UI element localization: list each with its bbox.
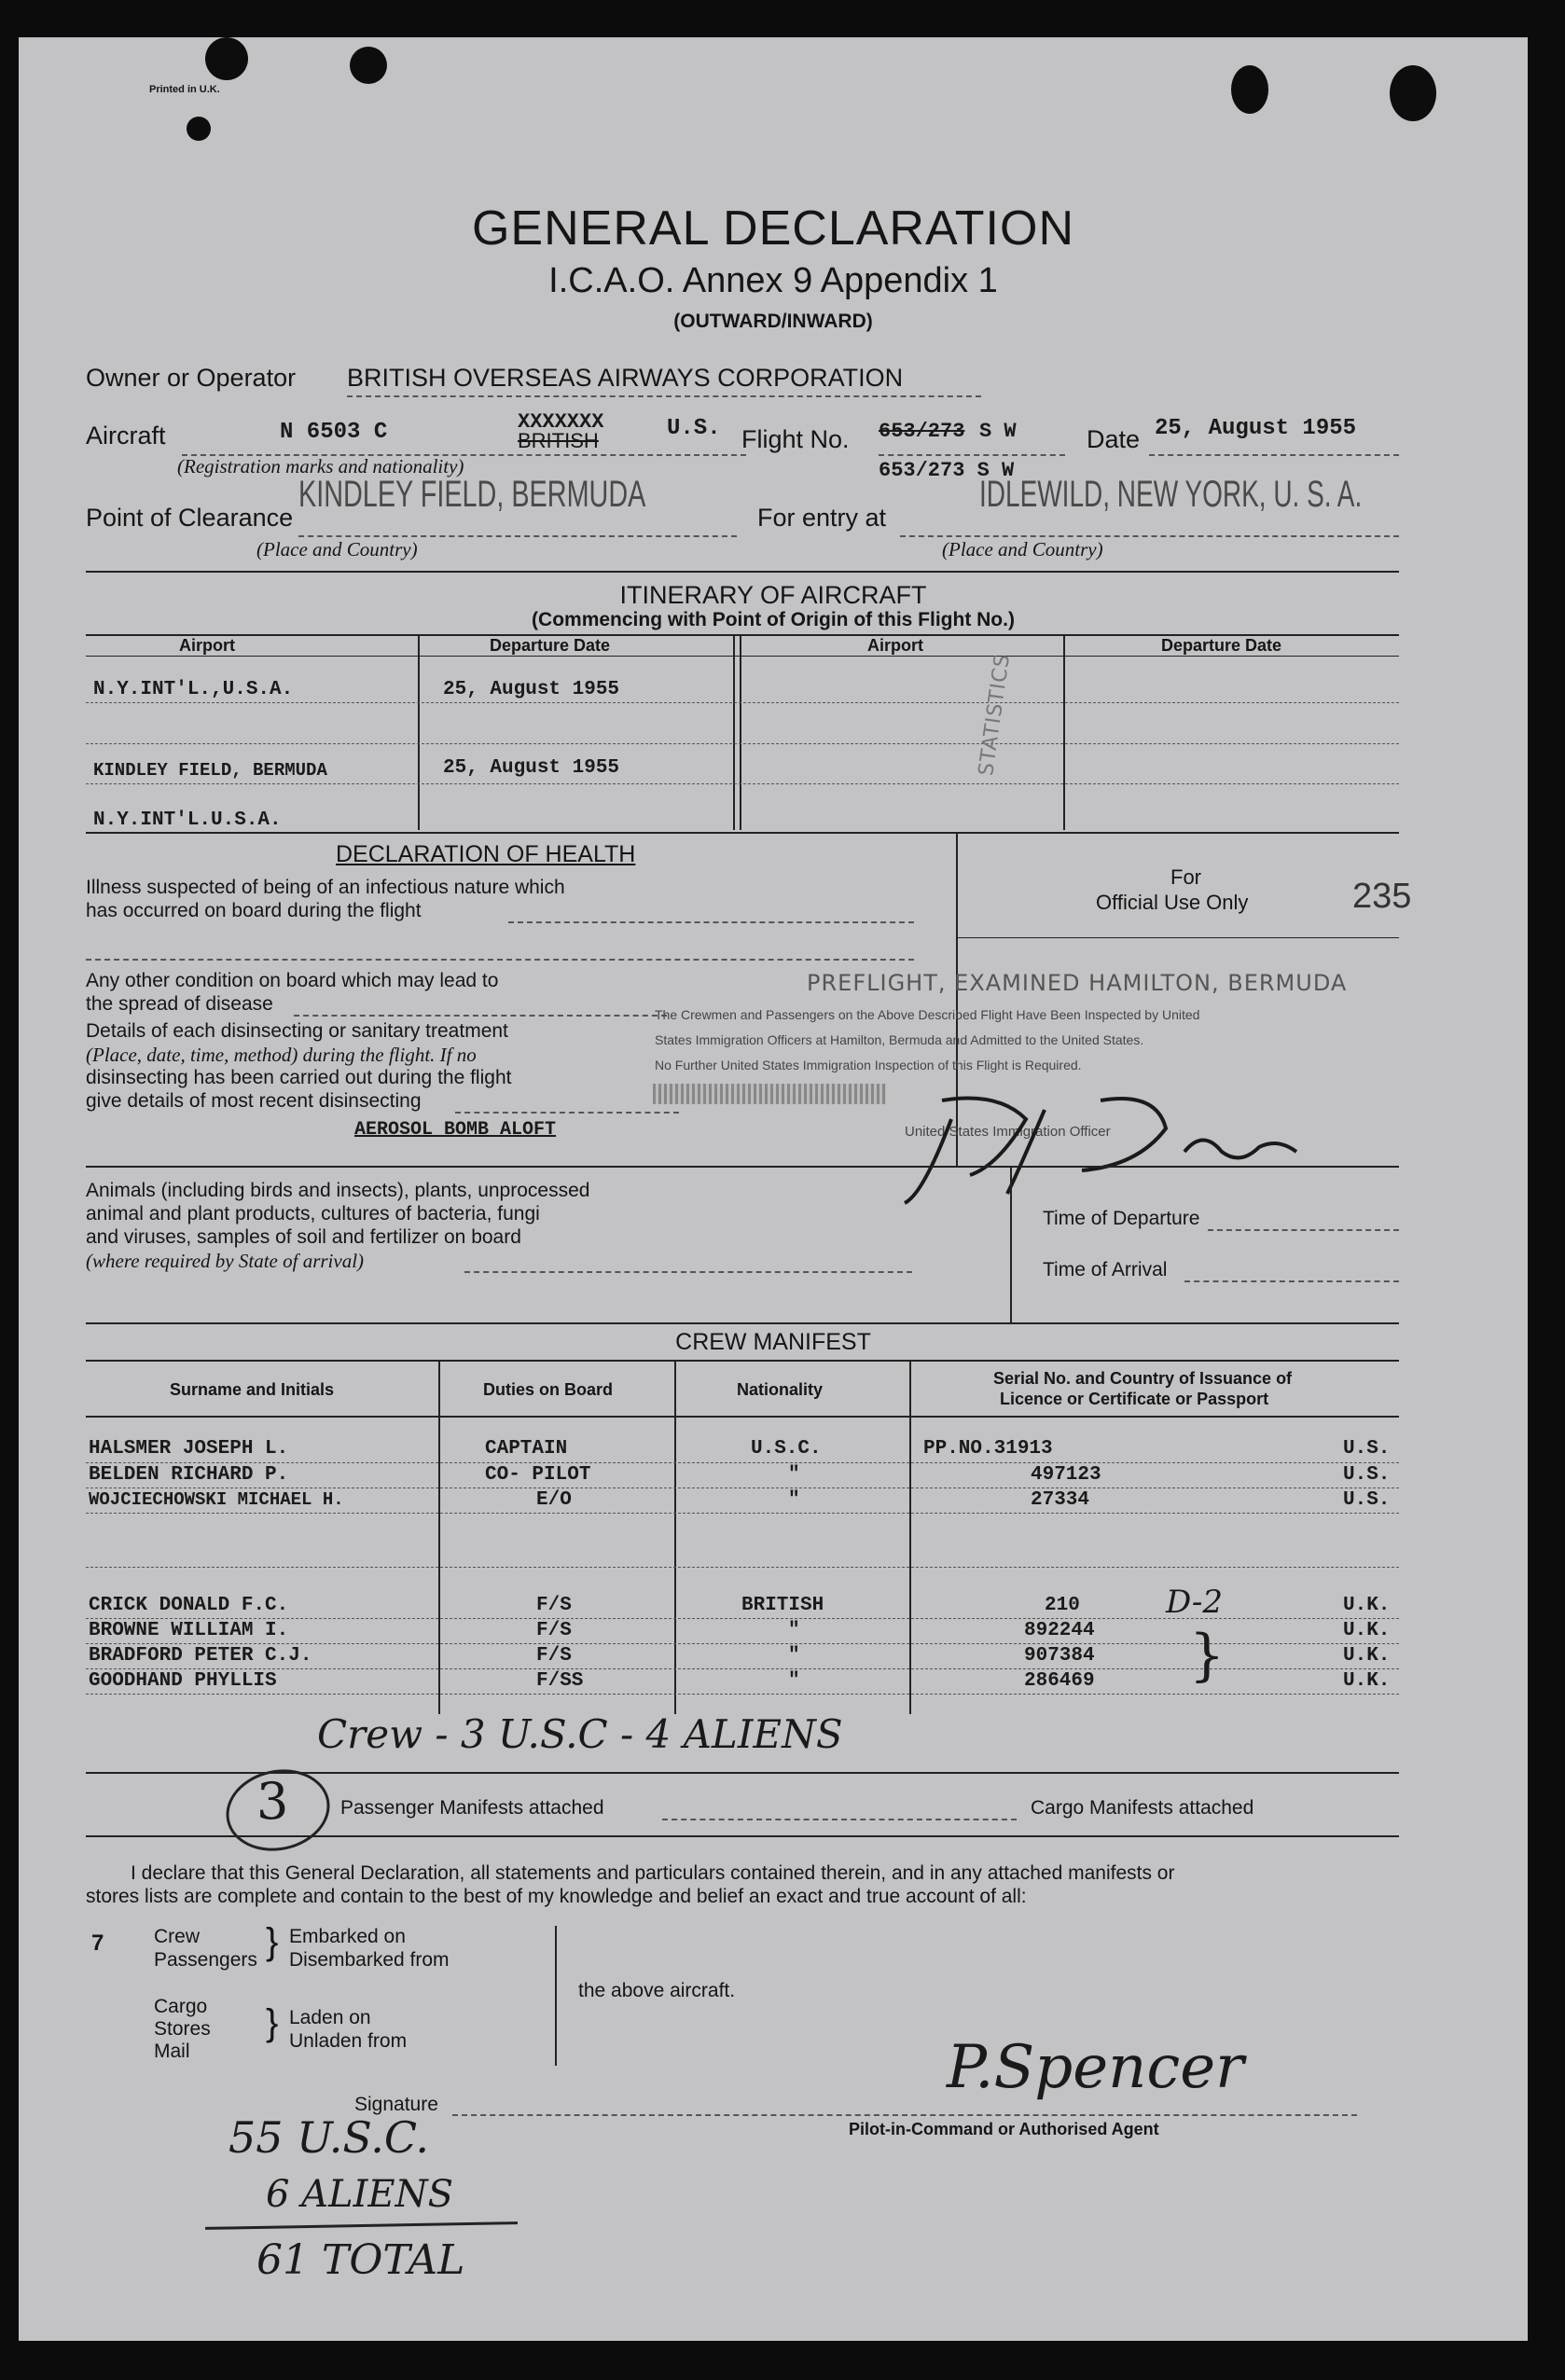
disembarked-label: Disembarked from (289, 1949, 450, 1971)
crew-duty: F/S (536, 1645, 572, 1667)
crew-name: BROWNE WILLIAM I. (89, 1620, 289, 1641)
itin-header-airport: Airport (179, 636, 235, 655)
pilot-label: Pilot-in-Command or Authorised Agent (849, 2120, 1159, 2138)
printer-note: Printed in U.K. (149, 84, 220, 95)
crew-name: BELDEN RICHARD P. (89, 1464, 289, 1486)
crew-serial: 497123 (1031, 1464, 1101, 1486)
crew-serial: 286469 (1024, 1670, 1095, 1692)
itin-airport-2: KINDLEY FIELD, BERMUDA (93, 760, 327, 781)
disinsect-line-2: (Place, date, time, method) during the flight. If no (86, 1044, 477, 1066)
hand-brace: } (1189, 1623, 1226, 1688)
crew-duty: CAPTAIN (485, 1438, 568, 1460)
signature-label: Signature (354, 2094, 438, 2115)
punch-hole (187, 117, 211, 141)
crew-header-name: Surname and Initials (170, 1380, 335, 1399)
animals-line-1: Animals (including birds and insects), plants, unprocessed (86, 1180, 590, 1201)
crew-duty: F/SS (536, 1670, 584, 1692)
pilot-signature: P.Spencer (947, 2033, 1244, 2102)
punch-hole (1231, 65, 1268, 114)
crew-nationality: " (788, 1620, 800, 1641)
stamp-line-2: States Immigration Officers at Hamilton, Bermuda and Admitted to the United States. (655, 1032, 1144, 1047)
stamp-line-3: No Further United States Immigration Inspection of this Flight is Required. (655, 1058, 1082, 1072)
crew-duty: CO- PILOT (485, 1464, 591, 1486)
disinsect-line-3: disinsecting has been carried out during the flight (86, 1067, 512, 1088)
clearance-place-note: (Place and Country) (256, 538, 418, 560)
passengers-label: Passengers (154, 1949, 257, 1971)
crew-serial: 27334 (1031, 1489, 1090, 1511)
crew-duty: E/O (536, 1489, 572, 1511)
preflight-stamp: PREFLIGHT, EXAMINED HAMILTON, BERMUDA (807, 970, 1348, 996)
form-annex: I.C.A.O. Annex 9 Appendix 1 (548, 261, 998, 300)
cargo-manifest-label: Cargo Manifests attached (1031, 1797, 1254, 1819)
flight-corrected: 653/273 S W (879, 459, 1015, 482)
aircraft-nationality: U.S. (667, 416, 721, 441)
clearance-value: KINDLEY FIELD, BERMUDA (298, 474, 646, 515)
clearance-label: Point of Clearance (86, 504, 294, 532)
disinsect-line-4: give details of most recent disinsecting (86, 1090, 422, 1112)
cargo-label: Cargo (154, 1996, 208, 2017)
redaction-mark (653, 1084, 886, 1104)
crew-country: U.K. (1343, 1670, 1391, 1692)
above-aircraft-label: the above aircraft. (578, 1980, 736, 2001)
crew-nationality: " (788, 1670, 800, 1692)
crew-duty: F/S (536, 1595, 572, 1616)
registration-note: (Registration marks and nationality) (177, 455, 464, 477)
date-value: 25, August 1955 (1155, 416, 1357, 441)
crew-header-serial-2: Licence or Certificate or Passport (1000, 1390, 1269, 1408)
brace-1: } (266, 1921, 279, 1962)
health-title: DECLARATION OF HEALTH (336, 841, 636, 867)
itinerary-subtitle: (Commencing with Point of Origin of this Flight No.) (532, 609, 1015, 630)
passenger-manifest-label: Passenger Manifests attached (340, 1797, 604, 1819)
crew-nationality: BRITISH (741, 1595, 824, 1616)
brace-2: } (266, 2002, 279, 2043)
date-label: Date (1087, 425, 1141, 453)
crew-header-nationality: Nationality (737, 1380, 824, 1399)
crew-name: GOODHAND PHYLLIS (89, 1670, 277, 1692)
punch-hole (205, 37, 248, 80)
crew-nationality: " (788, 1645, 800, 1667)
crew-nationality: " (788, 1464, 800, 1486)
passenger-count: 3 (256, 1772, 289, 1831)
form-direction: (OUTWARD/INWARD) (673, 311, 873, 332)
crew-serial: 892244 (1024, 1620, 1095, 1641)
crew-name: HALSMER JOSEPH L. (89, 1438, 289, 1460)
form-title: GENERAL DECLARATION (471, 201, 1075, 256)
disinsect-value: AEROSOL BOMB ALOFT (354, 1119, 557, 1141)
declaration-text-2: stores lists are complete and contain to the best of my knowledge and belief an exact and true account of all: (86, 1886, 1027, 1907)
itin-header-airport-2: Airport (867, 636, 923, 655)
declaration-count: 7 (91, 1930, 104, 1956)
immigration-officer-label: United States Immigration Officer (905, 1124, 1111, 1140)
crew-name: WOJCIECHOWSKI MICHAEL H. (89, 1489, 344, 1510)
itin-airport-3: N.Y.INT'L.U.S.A. (93, 809, 282, 831)
declaration-text-1: I declare that this General Declaration, all statements and particulars contained therein, and in any attached manifests or (131, 1862, 1175, 1884)
entry-label: For entry at (757, 504, 887, 532)
statistics-stamp: STATISTICS (975, 652, 1016, 778)
crew-header-serial-1: Serial No. and Country of Issuance of (993, 1369, 1293, 1388)
crew-name: CRICK DONALD F.C. (89, 1595, 289, 1616)
crew-title: CREW MANIFEST (675, 1329, 871, 1355)
embarked-label: Embarked on (289, 1926, 406, 1947)
aircraft-registration: N 6503 C (280, 420, 388, 445)
owner-label: Owner or Operator (86, 364, 297, 392)
crew-nationality: U.S.C. (751, 1438, 822, 1460)
nationality-british: BRITISH (518, 429, 599, 452)
hand-d2: D-2 (1166, 1584, 1224, 1621)
crew-nationality: " (788, 1489, 800, 1511)
crew-country: U.S. (1343, 1464, 1391, 1486)
disinsect-line-1: Details of each disinsecting or sanitary treatment (86, 1020, 508, 1042)
illness-line-1: Illness suspected of being of an infectious nature which (86, 877, 565, 898)
crew-country: U.K. (1343, 1620, 1391, 1641)
itinerary-title: ITINERARY OF AIRCRAFT (619, 581, 927, 609)
other-line-1: Any other condition on board which may lead to (86, 970, 499, 991)
flight-suffix: S W (979, 420, 1017, 443)
itin-header-date-2: Departure Date (1161, 636, 1282, 655)
official-use-label: Official Use Only (1096, 891, 1249, 914)
other-line-2: the spread of disease (86, 993, 273, 1015)
entry-value: IDLEWILD, NEW YORK, U. S. A. (979, 474, 1363, 515)
mail-label: Mail (154, 2041, 190, 2062)
aircraft-label: Aircraft (86, 422, 166, 450)
itin-header-date: Departure Date (490, 636, 611, 655)
arrival-label: Time of Arrival (1043, 1259, 1168, 1280)
crew-country: U.S. (1343, 1489, 1391, 1511)
punch-hole (350, 47, 387, 84)
animals-line-4: (where required by State of arrival) (86, 1250, 365, 1272)
flight-struck: 653/273 (879, 420, 965, 443)
animals-line-3: and viruses, samples of soil and fertilizer on board (86, 1226, 521, 1248)
crew-serial: PP.NO.31913 (923, 1438, 1053, 1460)
laden-label: Laden on (289, 2007, 371, 2028)
crew-serial: 210 (1045, 1595, 1080, 1616)
nationality-struck: XXXXXXX (518, 410, 604, 434)
total-sum: 61 TOTAL (256, 2236, 465, 2284)
crew-name: BRADFORD PETER C.J. (89, 1645, 312, 1667)
officer-signature (886, 1063, 1371, 1212)
total-aliens: 6 ALIENS (266, 2173, 454, 2216)
total-usc: 55 U.S.C. (229, 2112, 429, 2163)
unladen-label: Unladen from (289, 2030, 408, 2052)
crew-duty: F/S (536, 1620, 572, 1641)
crew-serial: 907384 (1024, 1645, 1095, 1667)
animals-line-2: animal and plant products, cultures of bacteria, fungi (86, 1203, 540, 1225)
declaration-form (19, 37, 1528, 2341)
stores-label: Stores (154, 2018, 211, 2040)
official-number: 235 (1352, 877, 1412, 916)
stamp-line-1: The Crewmen and Passengers on the Above Described Flight Have Been Inspected by United (655, 1007, 1200, 1022)
punch-hole (1390, 65, 1436, 121)
crew-country: U.K. (1343, 1595, 1391, 1616)
entry-place-note: (Place and Country) (942, 538, 1103, 560)
itin-airport-1: N.Y.INT'L.,U.S.A. (93, 679, 294, 700)
owner-value: BRITISH OVERSEAS AIRWAYS CORPORATION (347, 364, 904, 392)
hand-crew-total: Crew - 3 U.S.C - 4 ALIENS (317, 1711, 843, 1757)
departure-label: Time of Departure (1043, 1208, 1200, 1229)
crew-header-duties: Duties on Board (483, 1380, 614, 1399)
official-for: For (1170, 865, 1201, 889)
illness-line-2: has occurred on board during the flight (86, 900, 422, 921)
crew-country: U.S. (1343, 1438, 1391, 1460)
crew-label: Crew (154, 1926, 201, 1947)
crew-country: U.K. (1343, 1645, 1391, 1667)
itin-date-2: 25, August 1955 (443, 757, 620, 779)
itin-date-1: 25, August 1955 (443, 679, 620, 700)
flight-label: Flight No. (741, 425, 850, 453)
